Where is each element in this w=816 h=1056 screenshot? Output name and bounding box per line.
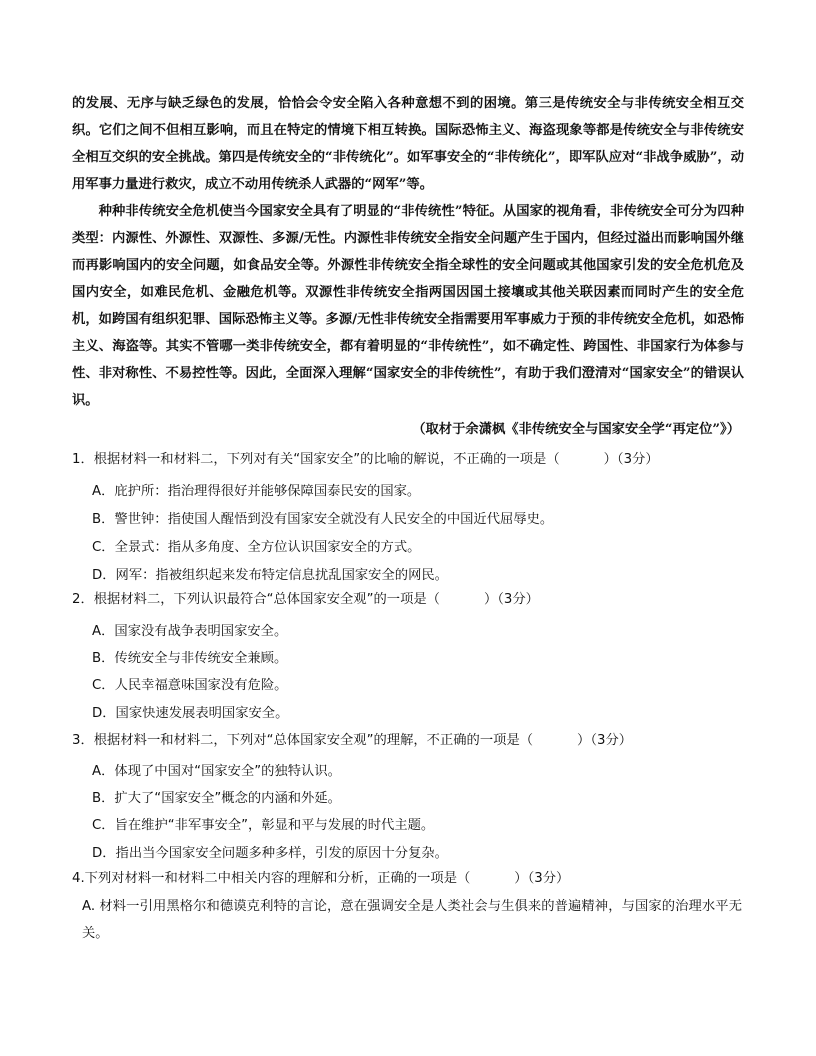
question-1-option-a: A．庇护所：指治理得很好并能够保障国泰民安的国家。 — [92, 484, 421, 499]
question-1-stem: 1．根据材料一和材料二，下列对有关“国家安全”的比喻的解说，不正确的一项是（ ）（3分） — [72, 452, 659, 467]
material-source: （取材于余潇枫《非传统安全与国家安全学“再定位”》） — [412, 422, 740, 437]
question-4-stem: 4.下列对材料一和材料二中相关内容的理解和分析，正确的一项是（ ）（3分） — [72, 871, 570, 886]
question-3-option-d: D．指出当今国家安全问题多种多样，引发的原因十分复杂。 — [92, 846, 448, 861]
question-2-stem: 2．根据材料二，下列认识最符合“总体国家安全观”的一项是（ ）（3分） — [72, 592, 539, 607]
question-1-option-d: D．网军：指被组织起来发布特定信息扰乱国家安全的网民。 — [92, 568, 448, 583]
question-1-option-c: C．全景式：指从多角度、全方位认识国家安全的方式。 — [92, 540, 421, 555]
material-paragraph-1: 的发展、无序与缺乏绿色的发展，恰恰会令安全陷入各种意想不到的困境。第三是传统安全与非传统安全相互交织。它们之间不但相互影响，而且在特定的情境下相互转换。国际恐怖主义、海盗现象等都是传统安全与非传统安全相互交织的安全挑战。第四是传统安全的“非传统化”。如军事安全的“非传统化”，即军队应对“非战争威胁”，动用军事力量进行救灾，成立不动用传统杀人武器的“网军”等。 — [72, 96, 744, 192]
question-3-option-a: A．体现了中国对“国家安全”的独特认识。 — [92, 764, 341, 779]
question-2-option-c: C．人民幸福意味国家没有危险。 — [92, 678, 288, 693]
question-2-option-a: A．国家没有战争表明国家安全。 — [92, 624, 288, 639]
question-2-option-b: B．传统安全与非传统安全兼顾。 — [92, 651, 288, 666]
material-paragraph-2: 种种非传统安全危机使当今国家安全具有了明显的“非传统性”特征。从国家的视角看，非传统安全可分为四种类型：内源性、外源性、双源性、多源/无性。内源性非传统安全指安全问题产生于国内，但经过溢出而影响国外继而再影响国内的安全问题，如食品安全等。外源性非传统安全指全球性的安全问题或其他国家引发的安全危机危及国内安全，如难民危机、金融危机等。双源性非传统安全指两国因国土接壤或其他关联因素而同时产生的安全危机，如跨国有组织犯罪、国际恐怖主义等。多源/无性非传统安全指需要用军事威力于预的非传统安全危机，如恐怖主义、海盗等。其实不管哪一类非传统安全，都有着明显的“非传统性”，如不确定性、跨国性、非国家行为体参与性、非对称性、不易控性等。因此，全面深入理解“国家安全的非传统性”，有助于我们澄清对“国家安全”的错误认识。 — [72, 204, 744, 408]
question-3-option-c: C．旨在维护“非军事安全”，彰显和平与发展的时代主题。 — [92, 818, 435, 833]
question-3-option-b: B．扩大了“国家安全”概念的内涵和外延。 — [92, 791, 341, 806]
question-2-option-d: D．国家快速发展表明国家安全。 — [92, 706, 289, 721]
question-4-option-a: A. 材料一引用黑格尔和德谟克利特的言论，意在强调安全是人类社会与生俱来的普遍精神，与国家的治理水平无关。 — [82, 899, 742, 941]
question-3-stem: 3．根据材料一和材料二，下列对“总体国家安全观”的理解，不正确的一项是（ ）（3分） — [72, 733, 633, 748]
question-1-option-b: B．警世钟：指使国人醒悟到没有国家安全就没有人民安全的中国近代屈辱史。 — [92, 512, 554, 527]
